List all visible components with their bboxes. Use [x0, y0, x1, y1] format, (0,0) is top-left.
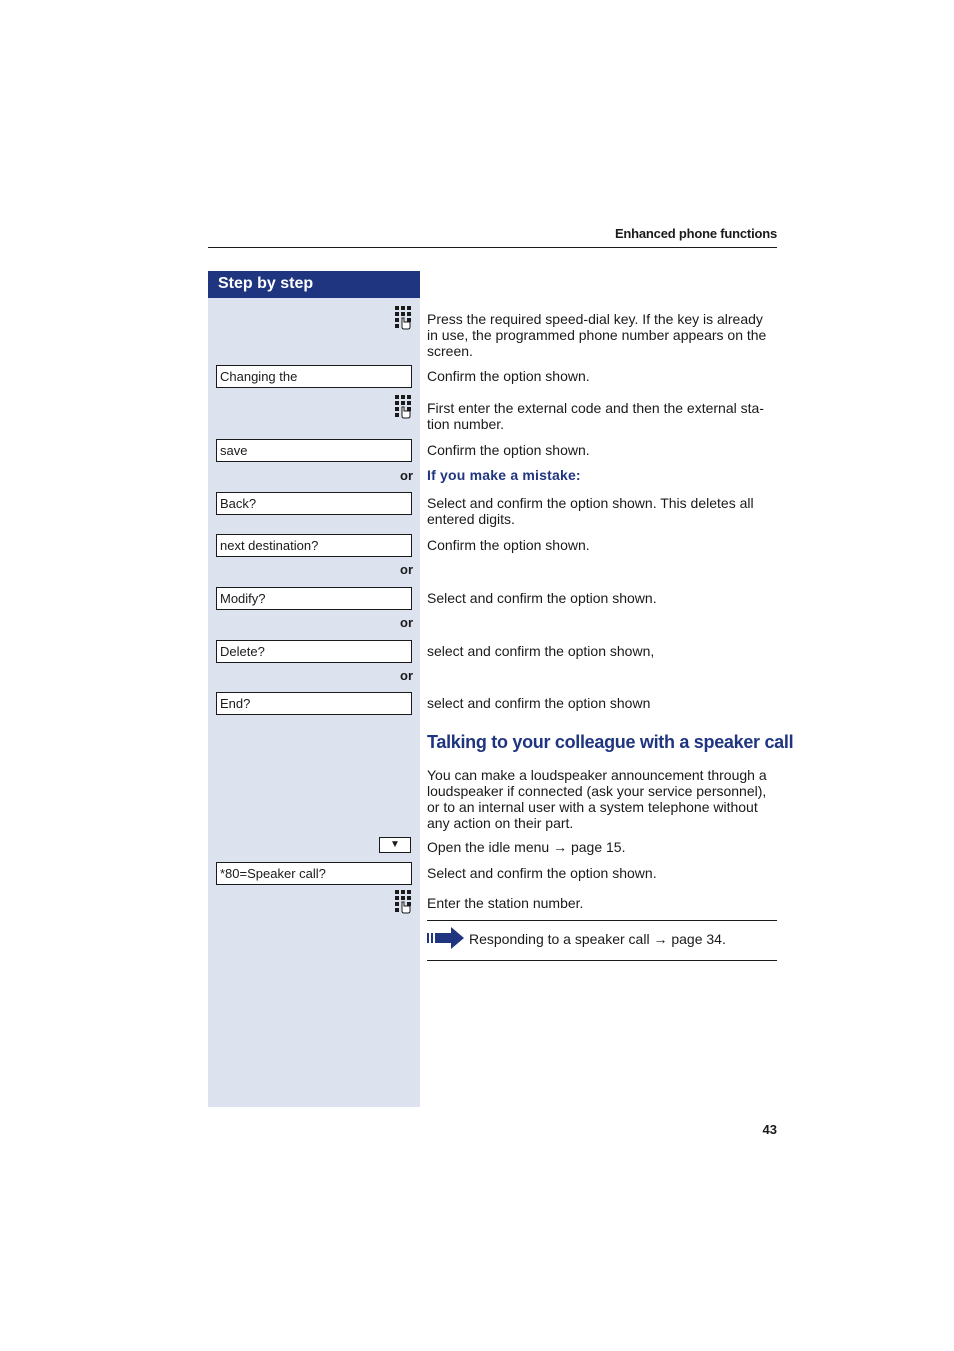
- step-text: Confirm the option shown.: [427, 368, 590, 384]
- option-end[interactable]: End?: [216, 692, 412, 715]
- step-text: select and confirm the option shown,: [427, 643, 655, 659]
- step-by-step-column: [208, 271, 420, 1107]
- keypad-icon: [394, 889, 413, 914]
- or-label: or: [400, 468, 413, 483]
- keypad-icon: [394, 305, 413, 330]
- step-text: First enter the external code and then the external sta-tion number.: [427, 400, 764, 432]
- option-next-destination[interactable]: next destination?: [216, 534, 412, 557]
- option-speaker-call[interactable]: *80=Speaker call?: [216, 862, 412, 885]
- down-arrow-key-icon: ▼: [379, 837, 411, 853]
- step-text: Enter the station number.: [427, 895, 584, 911]
- step-text: Open the idle menu → page 15.: [427, 839, 626, 855]
- or-label: or: [400, 668, 413, 683]
- note-arrow-icon: [427, 926, 465, 950]
- option-delete[interactable]: Delete?: [216, 640, 412, 663]
- or-label: or: [400, 562, 413, 577]
- step-by-step-heading: Step by step: [208, 271, 420, 298]
- keypad-icon: [394, 394, 413, 419]
- header-rule: [208, 247, 777, 248]
- or-label: or: [400, 615, 413, 630]
- step-text: Select and confirm the option shown.: [427, 865, 657, 881]
- note-text: Responding to a speaker call → page 34.: [469, 931, 726, 947]
- page-number: 43: [762, 1122, 777, 1137]
- note-rule-top: [427, 920, 777, 921]
- running-header: Enhanced phone functions: [614, 226, 777, 241]
- option-save[interactable]: save: [216, 439, 412, 462]
- option-changing-the[interactable]: Changing the: [216, 365, 412, 388]
- section-title: Talking to your colleague with a speaker call: [427, 732, 794, 752]
- option-modify[interactable]: Modify?: [216, 587, 412, 610]
- note-rule-bottom: [427, 960, 777, 961]
- option-back[interactable]: Back?: [216, 492, 412, 515]
- mistake-heading: If you make a mistake:: [427, 467, 581, 483]
- step-text: Select and confirm the option shown. This deletes all entered digits.: [427, 495, 754, 527]
- step-text: Confirm the option shown.: [427, 442, 590, 458]
- step-text: Select and confirm the option shown.: [427, 590, 657, 606]
- step-text: Confirm the option shown.: [427, 537, 590, 553]
- step-text: Press the required speed-dial key. If the key is already in use, the programmed phone number appears on the screen.: [427, 311, 767, 359]
- step-text: select and confirm the option shown: [427, 695, 651, 711]
- section-intro: You can make a loudspeaker announcement through a loudspeaker if connected (ask your service personnel), or to an internal user with a system telephone without any action on their part.: [427, 767, 767, 831]
